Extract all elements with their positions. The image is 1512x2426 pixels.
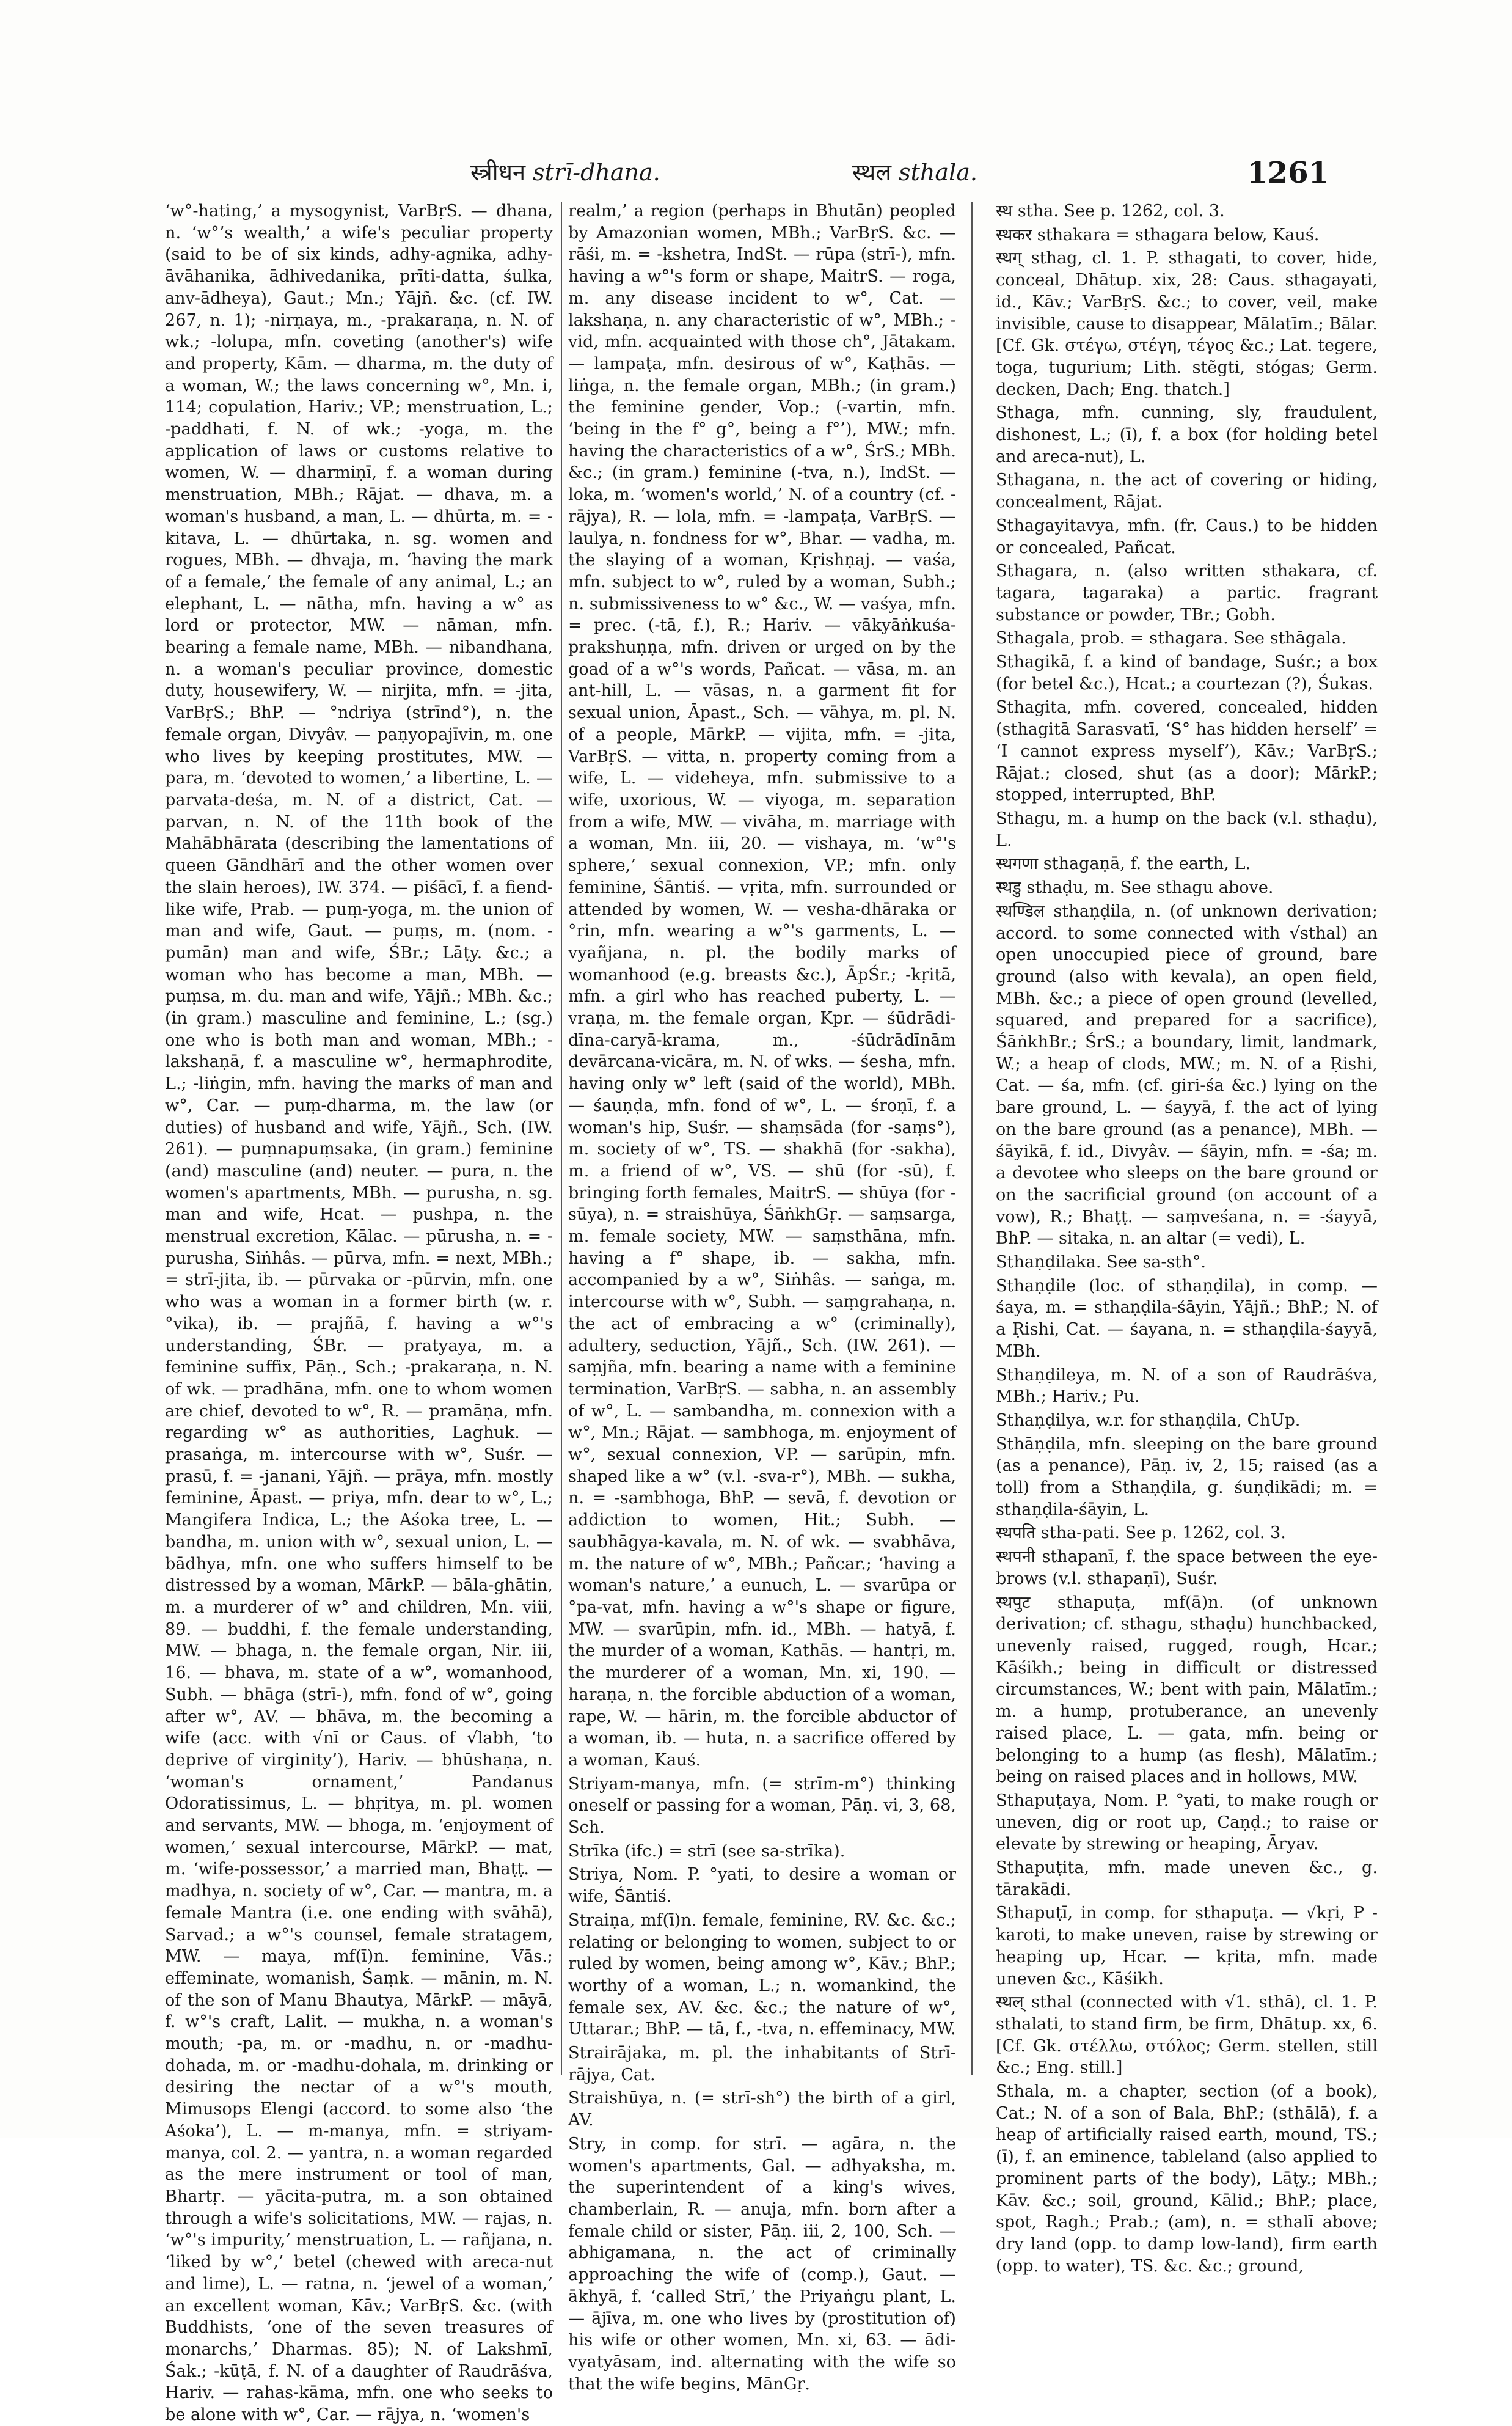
- dictionary-entry: Strairājaka, m. pl. the inhabitants of Strī-rājya, Cat.: [568, 2043, 956, 2084]
- dictionary-entry: Sthaṇḍilaka. See sa-sth°.: [996, 1253, 1206, 1272]
- dictionary-entry: Sthagu, m. a hump on the back (v.l. sthaḍu), L.: [996, 808, 1378, 850]
- dictionary-entry: स्थगणा sthagaṇā, f. the earth, L.: [996, 854, 1251, 874]
- dictionary-entry: Sthagikā, f. a kind of bandage, Suśr.; a box (for betel &c.), Hcat.; a courtezan (?), Śukas.: [996, 653, 1378, 694]
- dictionary-entry: Sthaga, mfn. cunning, sly, fraudulent, dishonest, L.; (ī), f. a box (for holding betel and areca-nut), L.: [996, 403, 1378, 466]
- dictionary-entry: Straiṇa, mf(ī)n. female, feminine, RV. &c. &c.; relating or belonging to women, subject to or ruled by women, being among w°, Kāv.; BhP.; worthy of a woman, L.; n. womankind, the female sex, AV. &c. &c.; the nature of w°, Uttarar.; BhP. — tā, f., -tva, n. effeminacy, MW.: [568, 1910, 956, 2039]
- dictionary-entry: ‘w°-hating,’ a mysogynist, VarBṛS. — dhana, n. ‘w°’s wealth,’ a wife's peculiar property (said to be of six kinds, adhy-agnika, adhy-āvāhanika, ādhivedanika, prīti-datta, śulka, anv-ādheya), Gaut.; Mn.; Yājñ. &c. (cf. IW. 267, n. 1); -nirṇaya, m., -prakaraṇa, n. N. of wk.; -lolupa, mfn. coveting (another's) wife and property, Kām. — dharma, m. the duty of a woman, W.; the laws concerning w°, Mn. i, 114; copulation, Hariv.; VP.; menstruation, L.; -paddhati, f. N. of wk.; -yoga, m. the application of laws or customs relative to women, W. — dharmiṇī, f. a woman during menstruation, MBh.; Rājat. — dhava, m. a woman's husband, a man, L. — dhūrta, m. = -kitava, L. — dhūrtaka, n. sg. women and rogues, MBh. — dhvaja, m. ‘having the mark of a female,’ the female of any animal, L.; an elephant, L. — nātha, mfn. having a w° as lord or protector, MW. — nāman, mfn. bearing a female name, MBh. — nibandhana, n. a woman's peculiar province, domestic duty, housewifery, W. — nirjita, mfn. = -jita, VarBṛS.; BhP. — °ndriya (strīnd°), n. the female organ, Divyâv. — paṇyopajīvin, m. one who lives by keeping prostitutes, MW. — para, m. ‘devoted to women,’ a libertine, L. — parvata-deśa, m. N. of a district, Cat. — parvan, n. N. of the 11th book of the Mahābhārata (describing the lamentations of queen Gāndhārī and the other women over the slain heroes), IW. 374. — piśācī, f. a fiend-like wife, Prab. — puṃ-yoga, m. the union of man and wife, Gaut. — puṃs, m. (nom. -pumān) man and wife, ŚBr.; Lāṭy. &c.; a woman who has become a man, MBh. — puṃsa, m. du. man and wife, Yājñ.; MBh. &c.; (in gram.) masculine and feminine, L.; (sg.) one who is both man and woman, MBh.; -lakshaṇā, f. a masculine w°, hermaphrodite, L.; -liṅgin, mfn. having the marks of man and w°, Car. — puṃ-dharma, m. the law (or duties) of husband and wife, Yājñ., Sch. (IW. 261). — puṃnapuṃsaka, (in gram.) feminine (and) masculine (and) neuter. — pura, n. the women's apartments, MBh. — purusha, n. sg. man and wife, Hcat. — pushpa, n. the menstrual excretion, Kālac. — pūrusha, n. = -purusha, Siṅhâs. — pūrva, mfn. = next, MBh.; = strī-jita, ib. — pūrvaka or -pūrvin, mfn. one who was a woman in a former birth (w. r. °vika), ib. — prajñā, f. having a w°'s understanding, ŚBr. — pratyaya, m. a feminine suffix, Pāṇ., Sch.; -prakaraṇa, n. N. of wk. — pradhāna, mfn. one to whom women are chief, devoted to w°, R. — pramāṇa, mfn. regarding w° as authorities, Laghuk. — prasaṅga, m. intercourse with w°, Suśr. — prasū, f. = -janani, Yājñ. — prāya, mfn. mostly feminine, Āpast. — priya, mfn. dear to w°, L.; Mangifera Indica, L.; the Aśoka tree, L. — bandha, m. union with w°, sexual union, L. — bādhya, mfn. one who suffers himself to be distressed by a woman, MārkP. — bāla-ghātin, m. a murderer of w° and children, Mn. viii, 89. — buddhi, f. the female understanding, MW. — bhaga, n. the female organ, Nir. iii, 16. — bhava, m. state of a w°, womanhood, Subh. — bhāga (strī-), mfn. fond of w°, going after w°, AV. — bhāva, m. the becoming a wife (acc. with √nī or Caus. of √labh, ‘to deprive of virginity’), Hariv. — bhūshaṇa, n. ‘woman's ornament,’ Pandanus Odoratissimus, L. — bhṛitya, m. pl. women and servants, MW. — bhoga, m. ‘enjoyment of women,’ sexual intercourse, MārkP. — mat, m. ‘wife-possessor,’ a married man, Bhaṭṭ. — madhya, n. society of w°, Car. — mantra, m. a female Mantra (i.e. one ending with svāhā), Sarvad.; a w°'s counsel, female stratagem, MW. — maya, mf(ī)n. feminine, Vās.; effeminate, womanish, Śaṃk. — mānin, m. N. of the son of Manu Bhautya, MārkP. — māyā, f. w°'s craft, Lalit. — mukha, n. a woman's mouth; -pa, m. or -madhu, n. or -madhu-dohada, m. or -madhu-dohala, m. drinking or desiring the nectar of a w°'s mouth, Mimusops Elengi (accord. to some also ‘the Aśoka’), L. — m-manya, mfn. = striyam-manya, col. 2. — yantra, n. a woman regarded as the mere instrument or tool of man, Bhartṛ. — yācita-putra, m. a son obtained through a wife's solicitations, MW. — rajas, n. ‘w°'s impurity,’ menstruation, L. — rañjana, n. ‘liked by w°,’ betel (chewed with areca-nut and lime), L. — ratna, n. ‘jewel of a woman,’ an excellent woman, Kāv.; VarBṛS. &c. (with Buddhists, ‘one of the seven treasures of monarchs,’ Dharmas. 85); N. of Lakshmī, Śak.; -kūṭā, f. N. of a daughter of Raudrāśva, Hariv. — rahas-kāma, mfn. one who seeks to be alone with w°, Car. — rājya, n. ‘women's: [165, 202, 553, 2425]
- page-number: 1261: [1247, 156, 1329, 190]
- dictionary-entry: Sthapuṭī, in comp. for sthapuṭa. — √kṛi, P -karoti, to make uneven, raise by strewing or heaping up, Hcar. — kṛita, mfn. made uneven &c., Kāśikh.: [996, 1904, 1378, 1988]
- dictionary-entry: Strīka (ifc.) = strī (see sa-strīka).: [568, 1841, 845, 1861]
- dictionary-entry: स्थकर sthakara = sthagara below, Kauś.: [996, 225, 1320, 244]
- column-divider-2: [971, 202, 973, 2075]
- column-3: [996, 200, 1378, 2276]
- dictionary-entry: Straishūya, n. (= strī-sh°) the birth of a girl, AV.: [568, 2089, 956, 2130]
- running-head-left: [470, 156, 660, 188]
- dictionary-entry: Sthāṇḍila, mfn. sleeping on the bare ground (as a penance), Pāṇ. iv, 2, 15; raised (as a toll) from a Sthaṇḍila, g. śuṇḍikādi; m. = sthaṇḍila-śāyin, L.: [996, 1434, 1378, 1519]
- dictionary-entry: realm,’ a region (perhaps in Bhutān) peopled by Amazonian women, MBh.; VarBṛS. &c. — rāśi, m. = -kshetra, IndSt. — rūpa (strī-), mfn. having a w°'s form or shape, MaitrS. — roga, m. any disease incident to w°, Cat. — lakshaṇa, n. any characteristic of w°, MBh.; -vid, mfn. acquainted with those ch°, Jātakam. — lampaṭa, mfn. desirous of w°, Kaṭhās. — liṅga, n. the female organ, MBh.; (in gram.) the feminine gender, Vop.; (-vartin, mfn. ‘being in the f° g°, being a f°’), MW.; mfn. having the characteristics of a w°, ŚrS.; MBh. &c.; (in gram.) feminine (-tva, n.), IndSt. — loka, m. ‘women's world,’ N. of a country (cf. -rājya), R. — lola, mfn. = -lampaṭa, VarBṛS. — laulya, n. fondness for w°, Bhar. — vadha, m. the slaying of a woman, Kṛishṇaj. — vaśa, mfn. subject to w°, ruled by a woman, Subh.; n. submissiveness to w° &c., W. — vaśya, mfn. = prec. (-tā, f.), R.; Hariv. — vākyāṅkuśa-prakshuṇṇa, mfn. driven or urged on by the goad of a w°'s words, Pañcat. — vāsa, m. an ant-hill, L. — vāsas, n. a garment fit for sexual union, Āpast., Sch. — vāhya, m. pl. N. of a people, MārkP. — vijita, mfn. = -jita, VarBṛS. — vitta, n. property coming from a wife, L. — videheya, mfn. submissive to a wife, uxorious, W. — viyoga, m. separation from a wife, MW. — vivāha, m. marriage with a woman, Mn. iii, 20. — vishaya, m. ‘w°'s sphere,’ sexual connexion, VP.; mfn. only feminine, Śāntiś. — vṛita, mfn. surrounded or attended by women, W. — vesha-dhāraka or °rin, mfn. wearing a w°'s garments, L. — vyañjana, n. pl. the bodily marks of womanhood (e.g. breasts &c.), ĀpŚr.; -kṛitā, mfn. a girl who has reached puberty, L. — vraṇa, m. the female organ, Kpr. — śūdrādi-dīna-caryā-krama, m., -śūdrādīnām devārcana-vicāra, m. N. of wks. — śesha, mfn. having only w° left (said of the world), MBh. — śauṇḍa, mfn. fond of w°, L. — śroṇī, f. a woman's hip, Suśr. — shaṃsāda (for -saṃs°), m. society of w°, TS. — shakhā (for -sakha), m. a friend of w°, VS. — shū (for -sū), f. bringing forth females, MaitrS. — shūya (for -sūya), n. = straishūya, ŚāṅkhGṛ. — saṃsarga, m. female society, MW. — saṃsthāna, mfn. having a f° shape, ib. — sakha, mfn. accompanied by a w°, Siṅhâs. — saṅga, m. intercourse with w°, Subh. — saṃgrahaṇa, n. the act of embracing a w° (criminally), adultery, seduction, Yājñ., Sch. (IW. 261). — saṃjña, mfn. bearing a name with a feminine termination, VarBṛS. — sabha, n. an assembly of w°, L. — sambandha, m. connexion with a w°, Mn.; Rājat. — sambhoga, m. enjoyment of w°, sexual connexion, VP. — sarūpin, mfn. shaped like a w° (v.l. -sva-r°), MBh. — sukha, n. = -sambhoga, BhP. — sevā, f. devotion or addiction to women, Hit.; Subh. — saubhāgya-kavala, m. N. of wk. — svabhāva, m. the nature of w°, MBh.; Pañcar.; ‘having a woman's nature,’ a eunuch, L. — svarūpa or °pa-vat, mfn. having a w°'s shape or figure, MW. — svarūpin, mfn. id., MBh. — hatyā, f. the murder of a woman, Kathās. — hantṛi, m. the murderer of a woman, Mn. xi, 190. — haraṇa, n. the forcible abduction of a woman, rape, W. — hārin, m. the forcible abductor of a woman, ib. — huta, n. a sacrifice offered by a woman, Kauś.: [568, 202, 956, 1770]
- dictionary-entry: स्थल् sthal (connected with √1. sthā), cl. 1. P. sthalati, to stand firm, be firm, Dhātup. xx, 6. [Cf. Gk. στέλλω, στόλος; Germ. stellen, still &c.; Eng. still.]: [996, 1993, 1378, 2078]
- dictionary-entry: स्थग् sthag, cl. 1. P. sthagati, to cover, hide, conceal, Dhātup. xix, 28: Caus. sthagayati, id., Kāv.; VarBṛS. &c.; to cover, veil, make invisible, cause to disappear, Mālatīm.; Bālar. [Cf. Gk. στέγω, στέγη, τέγος &c.; Lat. tegere, toga, tugurium; Lith. stẽgti, stógas; Germ. decken, Dach; Eng. thatch.]: [996, 249, 1378, 399]
- dictionary-entry: Sthagayitavya, mfn. (fr. Caus.) to be hidden or concealed, Pañcat.: [996, 516, 1378, 557]
- dictionary-entry: Sthapuṭaya, Nom. P. °yati, to make rough or uneven, dig or root up, Caṇḍ.; to raise or elevate by strewing or heaping, Āryav.: [996, 1790, 1378, 1854]
- dictionary-entry: स्थण्डिल sthaṇḍila, n. (of unknown derivation; accord. to some connected with √sthal) an open unoccupied piece of ground, bare ground (also with kevala), an open field, MBh. &c.; a piece of open ground (levelled, squared, and prepared for a sacrifice), ŚāṅkhBr.; ŚrS.; a boundary, limit, landmark, W.; a heap of clods, MW.; m. N. of a Ṛishi, Cat. — śa, mfn. (cf. giri-śa &c.) lying on the bare ground, L. — śayyā, f. the act of lying on the bare ground (as a penance), MBh. — śāyikā, f. id., Divyâv. — śāyin, mfn. = -śa; m. a devotee who sleeps on the bare ground or on the sacrificial ground (on account of a vow), R.; Bhaṭṭ. — saṃveśana, n. = -śayyā, BhP. — sitaka, n. an altar (= vedi), L.: [996, 901, 1378, 1248]
- running-head-left-translit: strī-dhana.: [533, 159, 660, 186]
- running-head-right: [852, 156, 977, 188]
- column-divider-1: [561, 202, 562, 2075]
- running-head-left-devanagari: स्त्रीधन: [470, 159, 526, 186]
- dictionary-entry: स्थपनी sthapanī, f. the space between the eye-brows (v.l. sthapaṇī), Suśr.: [996, 1547, 1378, 1588]
- running-head-right-translit: sthala.: [899, 159, 977, 186]
- column-1: [165, 200, 553, 2425]
- dictionary-entry: Sthaṇḍile (loc. of sthaṇḍila), in comp. — śaya, m. = sthaṇḍila-śāyin, Yājñ.; BhP.; N. of a Ṛishi, Cat. — śayana, n. = sthaṇḍila-śayyā, MBh.: [996, 1276, 1378, 1361]
- dictionary-entry: स्थपति stha-pati. See p. 1262, col. 3.: [996, 1523, 1286, 1543]
- dictionary-entry: Sthagana, n. the act of covering or hiding, concealment, Rājat.: [996, 471, 1378, 512]
- dictionary-entry: Sthaṇḍilya, w.r. for sthaṇḍila, ChUp.: [996, 1410, 1301, 1430]
- dictionary-entry: स्थपुट sthapuṭa, mf(ā)n. (of unknown derivation; cf. sthagu, sthaḍu) hunchbacked, unevenly raised, rugged, rough, Hcar.; Kāśikh.; being in difficult or distressed circumstances, W.; bent with pain, Mālatīm.; m. a hump, protuberance, an unevenly raised place, L. — gata, mfn. being or belonging to a hump (as flesh), Mālatīm.; being on raised places and in hollows, MW.: [996, 1592, 1378, 1787]
- dictionary-entry: Stry, in comp. for strī. — agāra, n. the women's apartments, Gal. — adhyaksha, m. the superintendent of a king's wives, chamberlain, R. — anuja, mfn. born after a female child or sister, Pāṇ. iii, 2, 100, Sch. — abhigamana, n. the act of criminally approaching the wife of (comp.), Gaut. — ākhyā, f. ‘called Strī,’ the Priyaṅgu plant, L. — ājīva, m. one who lives by (prostitution of) his wife or other women, Mn. xi, 63. — ādi-vyatyāsam, ind. alternating with the wife so that the wife begins, MānGṛ.: [568, 2134, 956, 2394]
- running-head-right-devanagari: स्थल: [852, 159, 892, 186]
- dictionary-entry: Sthagara, n. (also written sthakara, cf. tagara, tagaraka) a partic. fragrant substance or powder, TBr.; Gobh.: [996, 562, 1378, 625]
- column-2: [568, 200, 956, 2394]
- dictionary-entry: Sthapuṭita, mfn. made uneven &c., g. tārakādi.: [996, 1858, 1378, 1899]
- dictionary-entry: Sthagita, mfn. covered, concealed, hidden (sthagitā Sarasvatī, ‘S° has hidden herself’ = ‘I cannot express myself’), Kāv.; VarBṛS.; Rājat.; closed, shut (as a door); MārkP.; stopped, interrupted, BhP.: [996, 698, 1378, 805]
- dictionary-entry: Striya, Nom. P. °yati, to desire a woman or wife, Śāntiś.: [568, 1865, 956, 1907]
- dictionary-entry: स्थ stha. See p. 1262, col. 3.: [996, 202, 1225, 221]
- dictionary-entry: Sthaṇḍileya, m. N. of a son of Raudrāśva, MBh.; Hariv.; Pu.: [996, 1365, 1378, 1407]
- dictionary-entry: Striyam-manya, mfn. (= strīm-m°) thinking oneself or passing for a woman, Pāṇ. vi, 3, 68, Sch.: [568, 1774, 956, 1838]
- dictionary-entry: स्थडु sthaḍu, m. See sthagu above.: [996, 878, 1274, 898]
- page-header: [165, 156, 1329, 199]
- dictionary-entry: Sthala, m. a chapter, section (of a book), Cat.; N. of a son of Bala, BhP.; (sthālā), f. a heap of artificially raised earth, mound, TS.; (ī), f. an eminence, tableland (also applied to prominent parts of the body), Lāṭy.; MBh.; Kāv. &c.; soil, ground, Kālid.; BhP.; place, spot, Ragh.; Prab.; (am), n. = sthalī above; dry land (opp. to damp low-land), firm earth (opp. to water), TS. &c. &c.; ground,: [996, 2082, 1378, 2276]
- dictionary-entry: Sthagala, prob. = sthagara. See sthāgala.: [996, 629, 1346, 648]
